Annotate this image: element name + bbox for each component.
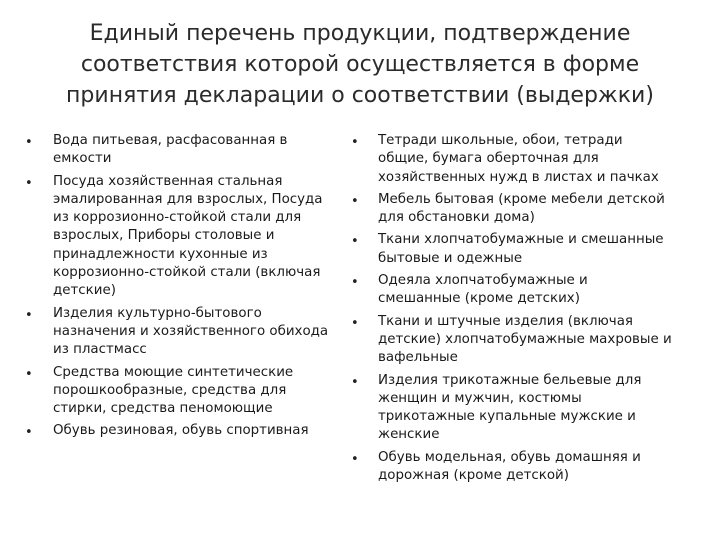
text-line: вафельные — [378, 350, 458, 366]
text-line: Ткани и штучные изделия (включая — [378, 313, 633, 329]
list-item — [348, 132, 700, 187]
list-item-text — [378, 132, 700, 187]
text-line: дорожная (кроме детской) — [378, 468, 569, 484]
list-item-text — [53, 173, 352, 301]
title-line: Единый перечень продукции, подтверждение — [89, 21, 631, 46]
bullet-icon: • — [351, 193, 359, 209]
list-item — [348, 313, 700, 368]
text-line: Одеяла хлопчатобумажные и — [378, 273, 588, 289]
text-line: Изделия трикотажные бельевые для — [378, 372, 642, 388]
text-line: принадлежности кухонные из — [53, 246, 268, 262]
list-item — [22, 173, 352, 301]
text-line: детские) хлопчатобумажные махровые и — [378, 331, 672, 347]
text-line: назначения и хозяйственного обихода — [53, 323, 329, 339]
bullet-icon: • — [351, 135, 359, 150]
list-item — [22, 305, 352, 360]
slide-title — [40, 18, 680, 111]
bullet-icon: • — [25, 135, 33, 150]
title-line: соответствия которой осуществляется в форме — [80, 52, 640, 77]
list-item-text — [53, 305, 352, 360]
list-item — [22, 422, 352, 440]
text-line: Обувь резиновая, обувь спортивная — [53, 423, 309, 439]
bullet-icon: • — [351, 315, 359, 331]
text-line: общие, бумага оберточная для — [378, 151, 599, 167]
text-line: порошкообразные, средства для — [53, 382, 287, 398]
list-item-text — [378, 372, 700, 445]
text-line: бытовые и одежные — [378, 250, 523, 266]
list-item — [348, 231, 700, 268]
text-line: Ткани хлопчатобумажные и смешанные — [378, 232, 664, 248]
list-item-text — [53, 132, 352, 169]
text-line: хозяйственных нужд в листах и пачках — [378, 169, 659, 185]
text-line: Посуда хозяйственная стальная — [53, 173, 283, 189]
text-line: эмалированная для взрослых, Посуда — [53, 191, 323, 207]
text-line: Вода питьевая, расфасованная в — [53, 133, 288, 148]
text-line: из коррозионно-стойкой стали для — [53, 210, 302, 226]
text-line: смешанные (кроме детских) — [378, 291, 580, 307]
text-line: из пластмасс — [53, 342, 147, 358]
text-line: Мебель бытовая (кроме мебели детской — [378, 191, 665, 207]
text-line: взрослых, Приборы столовые и — [53, 228, 275, 244]
text-line: женщин и мужчин, костюмы — [378, 390, 582, 406]
text-line: стирки, средства пеномоющие — [53, 401, 273, 417]
list-item-text — [53, 364, 352, 419]
list-item-text — [378, 272, 700, 309]
list-item — [348, 372, 700, 445]
bullet-icon: • — [25, 175, 33, 191]
bullet-icon: • — [25, 425, 33, 441]
list-item-text — [53, 422, 352, 440]
list-item — [348, 191, 700, 228]
text-line: Тетради школьные, обои, тетради — [378, 133, 623, 148]
bullet-icon: • — [25, 366, 33, 382]
bullet-icon: • — [351, 234, 359, 250]
list-item-text — [378, 313, 700, 368]
right-bullet-list — [348, 132, 700, 489]
list-item — [22, 132, 352, 169]
list-item-text — [378, 449, 700, 486]
text-line: для обстановки дома) — [378, 210, 535, 226]
bullet-icon: • — [351, 451, 359, 467]
text-line: женские — [378, 427, 440, 443]
list-item — [348, 449, 700, 486]
text-line: детские) — [53, 283, 116, 299]
bullet-icon: • — [351, 374, 359, 390]
list-item — [348, 272, 700, 309]
title-line: принятия декларации о соответствии (выдержки) — [66, 83, 654, 108]
text-line: Обувь модельная, обувь домашняя и — [378, 449, 641, 465]
text-line: Средства моющие синтетические — [53, 364, 294, 380]
left-bullet-list — [22, 132, 352, 445]
text-line: коррозионно-стойкой стали (включая — [53, 265, 321, 281]
bullet-icon: • — [25, 307, 33, 323]
bullet-icon: • — [351, 275, 359, 291]
text-line: Изделия культурно-бытового — [53, 305, 262, 321]
list-item-text — [378, 191, 700, 228]
text-line: емкости — [53, 151, 112, 167]
list-item-text — [378, 231, 700, 268]
list-item — [22, 364, 352, 419]
text-line: трикотажные купальные мужские и — [378, 409, 636, 425]
